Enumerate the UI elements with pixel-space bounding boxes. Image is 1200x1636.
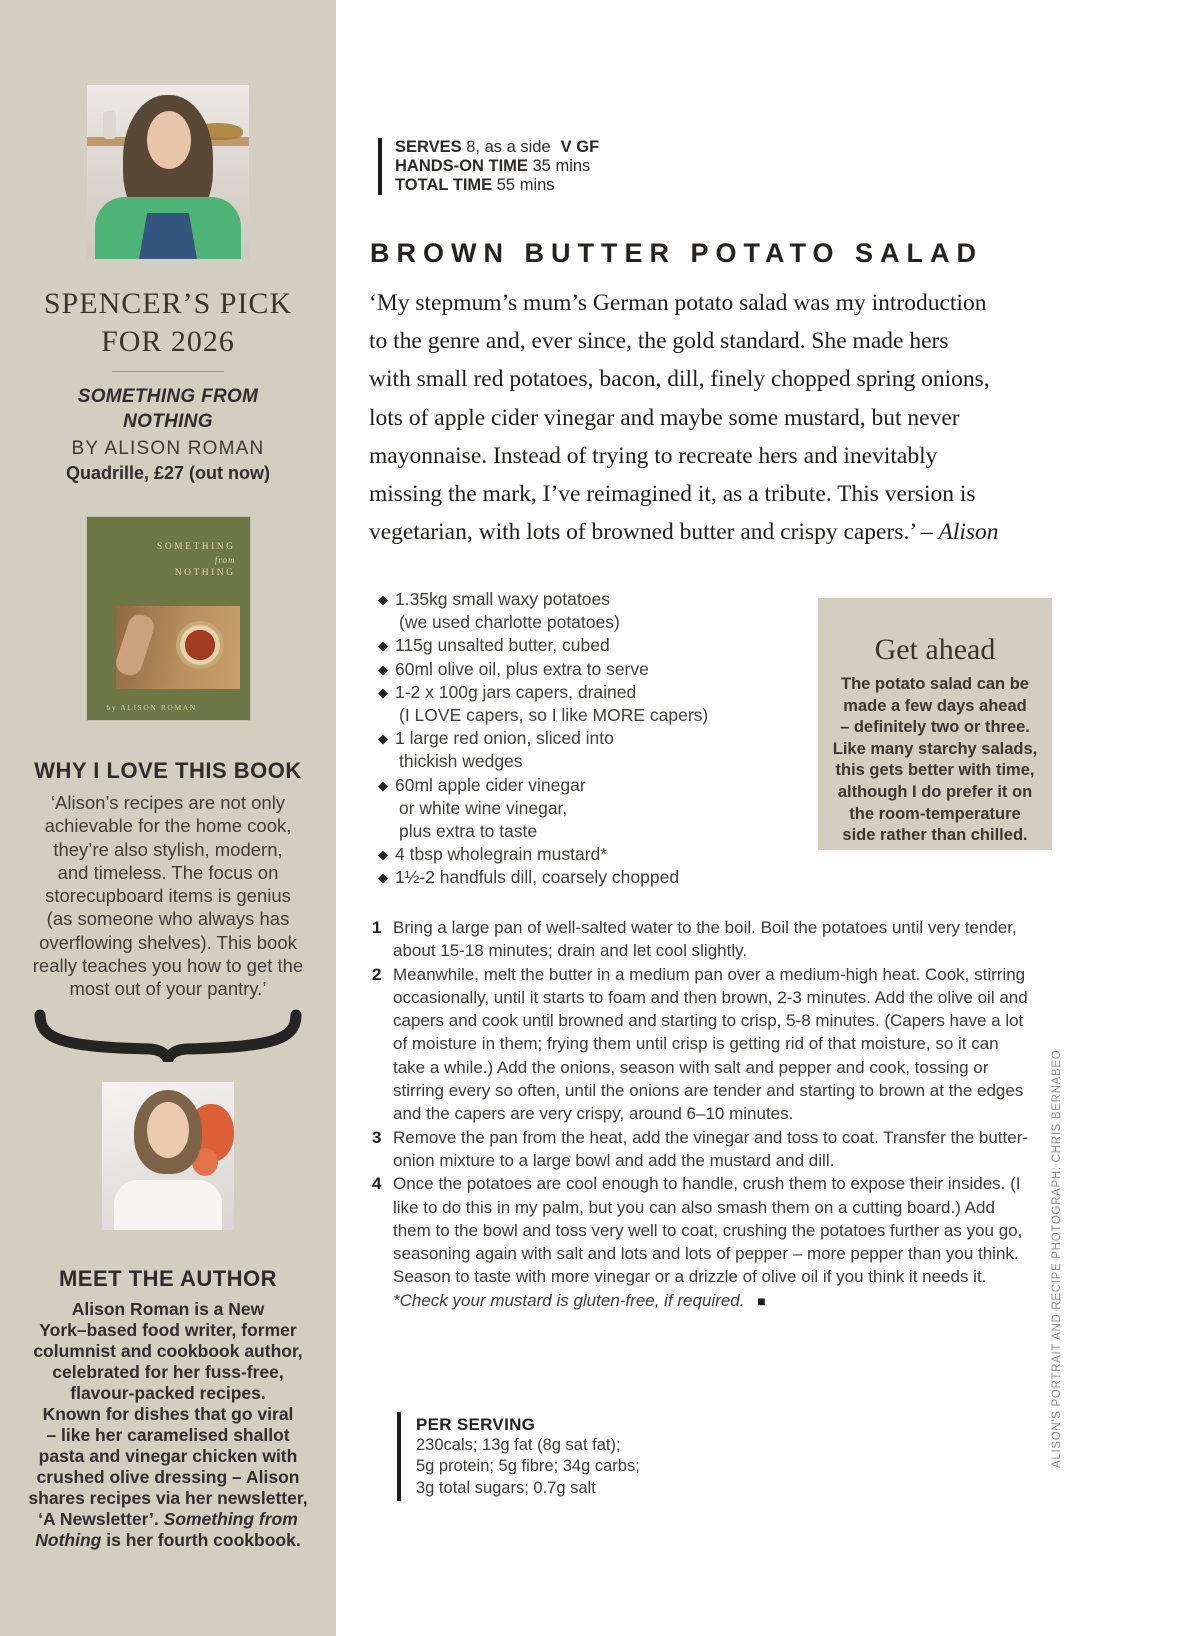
intro-line: with small red potatoes, bacon, dill, finely chopped spring onions, (369, 366, 990, 393)
book-cover-image (87, 517, 250, 720)
get-ahead-line: made a few days ahead (843, 696, 1027, 715)
get-ahead-line: Like many starchy salads, (832, 739, 1038, 758)
diamond-bullet-icon: ◆ (378, 847, 388, 863)
photo-jar-shape (103, 111, 116, 139)
quote-line: achievable for the home cook, (44, 815, 292, 837)
get-ahead-line: the room-temperature (849, 804, 1021, 823)
bio-line: – like her caramelised shallot (46, 1424, 290, 1445)
diamond-bullet-icon: ◆ (378, 684, 388, 700)
cover-title-line2: from (214, 555, 236, 565)
intro-line: mayonnaise. Instead of trying to recreate hers and inevitably (369, 442, 938, 469)
total-time-value: 55 mins (492, 176, 555, 194)
photo-face-shape (147, 111, 191, 169)
step-number: 3 (372, 1127, 382, 1147)
bio-line: shares recipes via her newsletter, (28, 1487, 308, 1508)
get-ahead-body (830, 674, 1040, 847)
book-author: BY ALISON ROMAN (71, 438, 265, 459)
method-step (372, 916, 1032, 963)
recipe-title: BROWN BUTTER POTATO SALAD (370, 238, 983, 268)
ingredient-line (378, 588, 798, 611)
ingredient-line (378, 634, 798, 657)
spencer-portrait-photo (87, 85, 249, 259)
hands-on-line (395, 157, 599, 176)
photo-face-shape (147, 1102, 189, 1158)
ingredient-text: 4 tbsp wholegrain mustard* (395, 844, 608, 865)
quote-line: and timeless. The focus on (57, 861, 279, 883)
ingredient-text: 60ml olive oil, plus extra to serve (395, 658, 649, 679)
ingredient-line (378, 658, 798, 681)
intro-attribution: – Alison (921, 519, 999, 546)
photo-credit-vertical: ALISON'S PORTRAIT AND RECIPE PHOTOGRAPH: CHRIS BERNABEO (1051, 1049, 1063, 1468)
ingredient-text: 1-2 x 100g jars capers, drained (395, 681, 637, 702)
step-number: 4 (372, 1174, 382, 1194)
bio-text-italic: Something from (163, 1508, 298, 1529)
book-price: Quadrille, £27 (out now) (65, 463, 271, 483)
step-number: 2 (372, 964, 382, 984)
diamond-bullet-icon: ◆ (378, 731, 388, 747)
bio-line: Known for dishes that go viral (42, 1403, 294, 1424)
footnote-text: *Check your mustard is gluten-free, if required. (393, 1290, 750, 1310)
intro-line: ‘My stepmum’s mum’s German potato salad was my introduction (369, 290, 987, 316)
step-text: Bring a large pan of well-salted water to the boil. Boil the potatoes until very tender, about 15-18 minutes; drain and let cool slightly. (393, 918, 1017, 961)
get-ahead-box (818, 598, 1052, 850)
step-number: 1 (372, 918, 382, 937)
why-i-love-heading: WHY I LOVE THIS BOOK (34, 758, 302, 783)
method-step (372, 1172, 1032, 1288)
bio-text: ‘A Newsletter’. (38, 1508, 164, 1529)
intro-line: missing the mark, I’ve reimagined it, as a tribute. This version is (369, 481, 976, 508)
bio-text: is her fourth cookbook. (101, 1529, 301, 1550)
ingredients-list (378, 588, 798, 890)
ingredient-line (378, 866, 798, 889)
ingredient-line (378, 611, 798, 634)
photo-apron-shape (139, 213, 197, 259)
ingredient-text: 60ml apple cider vinegar (395, 774, 586, 795)
get-ahead-line: although I do prefer it on (837, 782, 1033, 801)
ingredient-text: 1 large red onion, sliced into (395, 728, 614, 749)
per-serving-line: 5g protein; 5g fibre; 34g carbs; (416, 1457, 640, 1476)
step-text: Remove the pan from the heat, add the vinegar and toss to coat. Transfer the butter-onion mixture to a large bowl and add the mustard and dill. (393, 1127, 1029, 1170)
serves-value: 8, as a side (461, 138, 551, 156)
ingredient-text: thickish wedges (399, 751, 523, 772)
curly-brace-icon (32, 1008, 304, 1062)
ingredient-line (378, 843, 798, 866)
get-ahead-line: – definitely two or three. (840, 718, 1030, 737)
ingredient-line (378, 681, 798, 704)
serves-label: SERVES (395, 138, 462, 156)
diamond-bullet-icon: ◆ (378, 638, 388, 654)
bio-line (8, 1530, 328, 1551)
bio-line: Alison Roman is a New (71, 1298, 265, 1319)
divider-rule (112, 371, 224, 372)
quote-line: (as someone who always has (46, 908, 290, 930)
cover-pie-shape (176, 621, 224, 669)
per-serving-line: 3g total sugars; 0.7g salt (416, 1478, 596, 1497)
bio-line (8, 1509, 328, 1530)
bio-line: crushed olive dressing – Alison (36, 1466, 300, 1487)
ingredient-line (378, 750, 798, 773)
book-title: SOMETHING FROM NOTHING (77, 386, 259, 432)
bio-line: York–based food writer, former (39, 1319, 297, 1340)
diamond-bullet-icon: ◆ (378, 777, 388, 793)
quote-line: overflowing shelves). This book (39, 931, 297, 953)
step-text: Meanwhile, melt the butter in a medium pan over a medium-high heat. Cook, stirring occasionally, until it starts to foam and then brown, 2-3 minutes. Add the olive oil and capers and cook until browned and starting to crisp, 5-8 minutes. (Capers have a lot of moisture in them; frying them until crisp is getting rid of that moisture, so it can take a while.) Add the onions, season with salt and pepper and cook, tossing or stirring every so often, until the onions are tender and starting to brown at the edges and the capers are very crispy, around 6–10 minutes. (393, 964, 1028, 1124)
bio-line: celebrated for her fuss-free, (52, 1361, 284, 1382)
gluten-free-footnote (372, 1289, 1032, 1313)
hands-on-value: 35 mins (527, 157, 591, 175)
ingredient-text: 115g unsalted butter, cubed (395, 635, 610, 656)
method-step (372, 1126, 1032, 1173)
meet-the-author-heading: MEET THE AUTHOR (58, 1265, 278, 1291)
ingredient-text: (I LOVE capers, so I like MORE capers) (399, 705, 709, 726)
diamond-bullet-icon: ◆ (378, 661, 388, 677)
diet-badges: V GF (560, 138, 600, 156)
method-steps (372, 916, 1032, 1313)
per-serving-line: 230cals; 13g fat (8g sat fat); (416, 1436, 621, 1454)
recipe-meta-block (378, 138, 599, 195)
per-serving-label: PER SERVING (416, 1415, 536, 1434)
ingredient-line (378, 774, 798, 797)
pick-heading: SPENCER’S PICK FOR 2026 (43, 287, 293, 358)
photo-shirt-shape (114, 1180, 222, 1230)
bio-line: flavour-packed recipes. (70, 1382, 266, 1403)
hands-on-label: HANDS-ON TIME (395, 157, 528, 175)
book-cover-byline: by ALISON ROMAN (106, 703, 197, 712)
cover-title-line1: SOMETHING (157, 542, 236, 552)
get-ahead-title: Get ahead (874, 633, 996, 666)
alison-author-photo (102, 1082, 234, 1230)
book-cover-photo (116, 606, 240, 689)
ingredient-text: or white wine vinegar, (399, 797, 568, 818)
cover-title-line3: NOTHING (174, 568, 236, 578)
ingredient-line (378, 820, 798, 843)
quote-line: storecupboard items is genius (45, 885, 291, 907)
love-quote (12, 791, 324, 1001)
quote-line: ‘Alison’s recipes are not only (50, 792, 286, 813)
ingredient-text: plus extra to taste (399, 821, 538, 842)
ingredient-line (378, 797, 798, 820)
quote-line: most out of your pantry.’ (69, 978, 267, 1000)
total-time-line (395, 176, 599, 195)
ingredient-text: (we used charlotte potatoes) (399, 612, 620, 633)
per-serving-block (397, 1412, 640, 1501)
bio-text-italic: Nothing (35, 1529, 102, 1550)
get-ahead-line: this gets better with time, (835, 761, 1035, 780)
intro-line (369, 513, 1049, 551)
ingredient-line (378, 727, 798, 750)
ingredient-text: 1½-2 handfuls dill, coarsely chopped (395, 867, 680, 888)
cover-hand-shape (116, 612, 157, 679)
recipe-main (336, 0, 1200, 1636)
diamond-bullet-icon: ◆ (378, 870, 388, 886)
book-cover-title (157, 541, 235, 580)
get-ahead-line: The potato salad can be (841, 675, 1029, 693)
intro-line: to the genre and, ever since, the gold standard. She made hers (369, 328, 949, 355)
diamond-bullet-icon: ◆ (378, 592, 388, 607)
end-square-icon: ■ (757, 1292, 766, 1309)
intro-line: lots of apple cider vinegar and maybe some mustard, but never (369, 404, 960, 431)
author-bio (8, 1299, 328, 1551)
ingredient-text: 1.35kg small waxy potatoes (395, 589, 610, 609)
get-ahead-line: side rather than chilled. (842, 826, 1028, 845)
quote-line: really teaches you how to get the (32, 955, 304, 977)
ingredient-line (378, 704, 798, 727)
bio-line: columnist and cookbook author, (33, 1340, 303, 1361)
bio-line: pasta and vinegar chicken with (38, 1445, 298, 1466)
sidebar (0, 0, 336, 1636)
recipe-intro (369, 284, 1049, 551)
total-time-label: TOTAL TIME (395, 176, 493, 194)
method-step (372, 963, 1032, 1126)
quote-line: they’re also stylish, modern, (53, 838, 283, 860)
serves-line (395, 138, 599, 157)
step-text: Once the potatoes are cool enough to handle, crush them to expose their insides. (I like to do this in my palm, but you can also smash them on a cutting board.) Add them to the bowl and toss very well to coat, crushing the potatoes further as you go, seasoning again with salt and lots and lots of pepper – more pepper than you think. Season to taste with more vinegar or a drizzle of olive oil if you think it needs it. (393, 1174, 1023, 1287)
intro-text: vegetarian, with lots of browned butter and crispy capers.’ (369, 519, 922, 546)
